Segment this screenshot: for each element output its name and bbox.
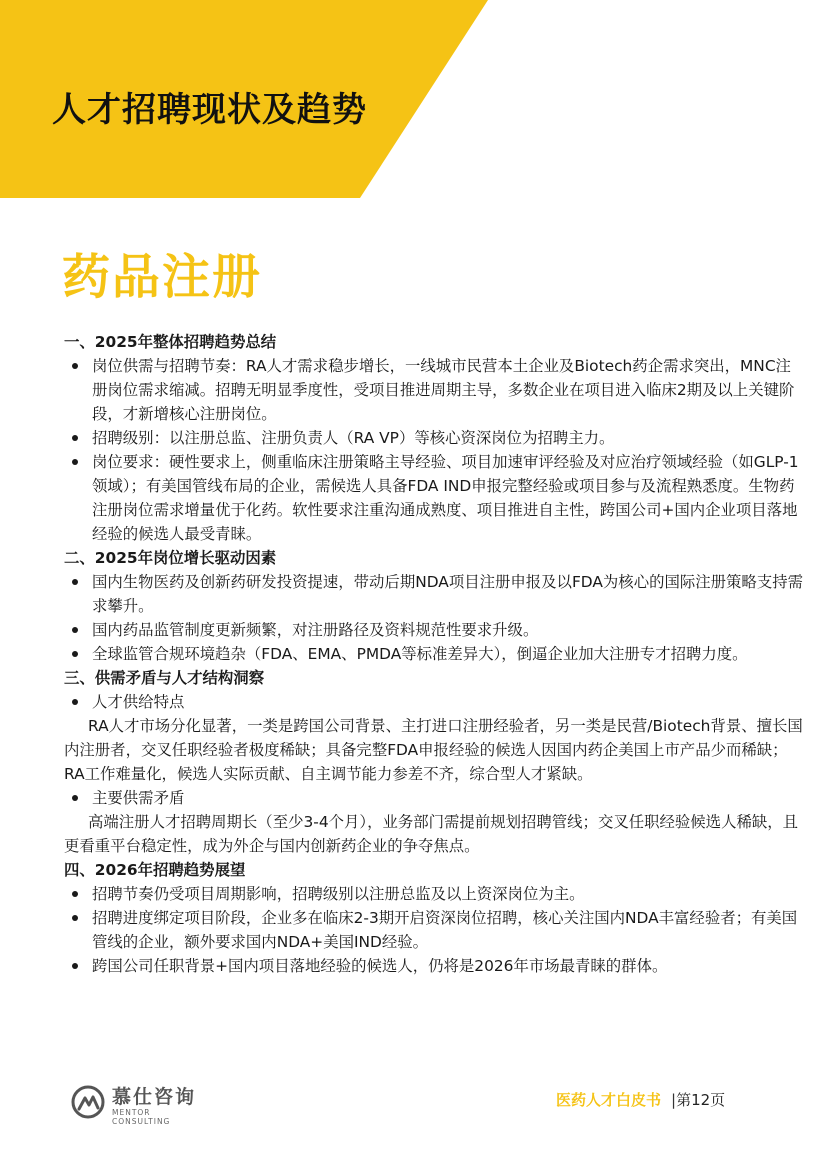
list-item: 人才供给特点 bbox=[92, 690, 804, 714]
company-logo bbox=[70, 1080, 210, 1124]
footer-separator: | bbox=[671, 1091, 677, 1109]
list-item: 招聘节奏仍受项目周期影响，招聘级别以注册总监及以上资深岗位为主。 bbox=[92, 882, 804, 906]
heading-2: 二、2025年岗位增长驱动因素 bbox=[64, 549, 277, 567]
list-item: 岗位要求：硬性要求上，侧重临床注册策略主导经验、项目加速审评经验及对应治疗领域经验（如GLP-1领域）；有美国管线布局的企业，需候选人具备FDA IND申报完整经验或项目参与及流程熟悉度。生物药注册岗位需求增量优于化药。软性要求注重沟通成熟度、项目推进自主性，跨国公司+国内企业项目落地经验的候选人最受青睐。 bbox=[92, 450, 804, 546]
heading-3: 三、供需矛盾与人才结构洞察 bbox=[64, 669, 265, 687]
list-item: 招聘级别：以注册总监、注册负责人（RA VP）等核心资深岗位为招聘主力。 bbox=[92, 426, 804, 450]
logo-mark-icon bbox=[70, 1084, 106, 1120]
list-4 bbox=[64, 882, 804, 978]
list-3a bbox=[64, 690, 804, 714]
list-item: 跨国公司任职背景+国内项目落地经验的候选人，仍将是2026年市场最青睐的群体。 bbox=[92, 954, 804, 978]
logo-text: 慕仕咨询 bbox=[112, 1086, 197, 1108]
list-item: 国内生物医药及创新药研发投资提速，带动后期NDA项目注册申报及以FDA为核心的国际注册策略支持需求攀升。 bbox=[92, 570, 804, 618]
heading-4: 四、2026年招聘趋势展望 bbox=[64, 861, 246, 879]
list-item: 全球监管合规环境趋杂（FDA、EMA、PMDA等标准差异大），倒逼企业加大注册专才招聘力度。 bbox=[92, 642, 804, 666]
page-title: 人才招聘现状及趋势 bbox=[52, 90, 367, 130]
page-footer bbox=[556, 1089, 725, 1110]
list-item: 国内药品监管制度更新频繁，对注册路径及资料规范性要求升级。 bbox=[92, 618, 804, 642]
list-item: 岗位供需与招聘节奏：RA人才需求稳步增长，一线城市民营本土企业及Biotech药企需求突出，MNC注册岗位需求缩减。招聘无明显季度性，受项目推进周期主导，多数企业在项目进入临床2期及以上关键阶段，才新增核心注册岗位。 bbox=[92, 354, 804, 426]
main-content bbox=[64, 330, 804, 978]
paragraph: RA人才市场分化显著，一类是跨国公司背景、主打进口注册经验者，另一类是民营/Biotech背景、擅长国内注册者，交叉任职经验者极度稀缺；具备完整FDA申报经验的候选人因国内药企美国上市产品少而稀缺；RA工作难量化，候选人实际贡献、自主调节能力参差不齐，综合型人才紧缺。 bbox=[64, 717, 803, 783]
paragraph: 高端注册人才招聘周期长（至少3-4个月），业务部门需提前规划招聘管线；交叉任职经验候选人稀缺，且更看重平台稳定性，成为外企与国内创新药企业的争夺焦点。 bbox=[64, 813, 799, 855]
logo-subtitle: MENTOR CONSULTING bbox=[112, 1108, 171, 1126]
publication-name: 医药人才白皮书 bbox=[556, 1091, 662, 1109]
heading-1: 一、2025年整体招聘趋势总结 bbox=[64, 333, 277, 351]
section-title: 药品注册 bbox=[62, 249, 263, 305]
list-3b bbox=[64, 786, 804, 810]
list-item: 主要供需矛盾 bbox=[92, 786, 804, 810]
page-number: 第12页 bbox=[676, 1091, 726, 1109]
list-2 bbox=[64, 570, 804, 666]
list-item: 招聘进度绑定项目阶段，企业多在临床2-3期开启资深岗位招聘，核心关注国内NDA丰富经验者；有美国管线的企业，额外要求国内NDA+美国IND经验。 bbox=[92, 906, 804, 954]
list-1 bbox=[64, 354, 804, 546]
